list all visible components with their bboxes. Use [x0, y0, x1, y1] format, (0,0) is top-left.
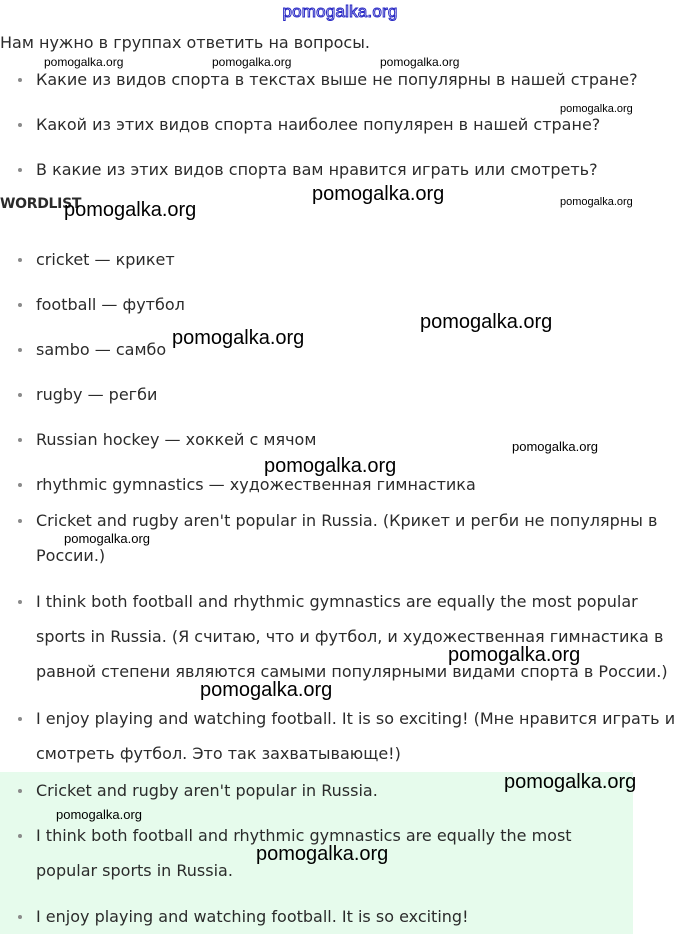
- answer-text: Cricket and rugby aren't popular in Russia. (Крикет и регби не популярны в России.): [36, 511, 658, 565]
- bullet-icon: [18, 303, 22, 307]
- bullet-icon: [18, 123, 22, 127]
- watermark: pomogalka.org: [560, 103, 633, 115]
- answer-text: I enjoy playing and watching football. It is so exciting! (Мне нравится играть и смотреть футбол. Это так захватывающе!): [36, 709, 676, 763]
- wordlist-entry: sambo — самбо: [36, 340, 167, 359]
- wordlist-entry: Russian hockey — хоккей с мячом: [36, 430, 317, 449]
- wordlist-heading: WORDLIST: [0, 196, 82, 212]
- bullet-icon: [18, 78, 22, 82]
- highlighted-answer-text: Cricket and rugby aren't popular in Russia.: [36, 781, 378, 800]
- bullet-icon: [18, 348, 22, 352]
- site-logo[interactable]: pomogalka.org: [282, 2, 398, 21]
- bullet-icon: [18, 519, 22, 523]
- watermark: pomogalka.org: [264, 455, 397, 477]
- watermark: pomogalka.org: [172, 327, 305, 349]
- watermark: pomogalka.org: [56, 807, 142, 822]
- watermark: pomogalka.org: [448, 644, 581, 666]
- question-text: Какой из этих видов спорта наиболее популярен в нашей стране?: [36, 115, 601, 134]
- bullet-icon: [18, 789, 22, 793]
- question-text: Какие из видов спорта в текстах выше не популярны в нашей стране?: [36, 70, 638, 89]
- wordlist-entry: football — футбол: [36, 295, 185, 314]
- task-intro: Нам нужно в группах ответить на вопросы.: [0, 33, 370, 52]
- bullet-icon: [18, 600, 22, 604]
- watermark: pomogalka.org: [200, 679, 333, 701]
- wordlist-entry: rhythmic gymnastics — художественная гимнастика: [36, 475, 476, 494]
- bullet-icon: [18, 438, 22, 442]
- watermark: pomogalka.org: [64, 199, 197, 221]
- bullet-icon: [18, 717, 22, 721]
- wordlist-entry: rugby — регби: [36, 385, 158, 404]
- bullet-icon: [18, 915, 22, 919]
- watermark: pomogalka.org: [512, 439, 598, 454]
- watermark: pomogalka.org: [420, 311, 553, 333]
- highlighted-answer-text: I think both football and rhythmic gymnastics are equally the most popular sports in Russia.: [36, 826, 572, 880]
- watermark: pomogalka.org: [560, 196, 633, 208]
- bullet-icon: [18, 258, 22, 262]
- watermark: pomogalka.org: [380, 55, 460, 69]
- watermark: pomogalka.org: [64, 531, 150, 546]
- wordlist-entry: cricket — крикет: [36, 250, 175, 269]
- watermark: pomogalka.org: [256, 843, 389, 865]
- watermark: pomogalka.org: [504, 771, 637, 793]
- answer-text: I think both football and rhythmic gymnastics are equally the most popular sports in Russia. (Я считаю, что и футбол, и художественная гимнастика в равной степени являются самыми популярными видами спорта в России.): [36, 592, 668, 681]
- bullet-icon: [18, 483, 22, 487]
- watermark: pomogalka.org: [212, 55, 292, 69]
- bullet-icon: [18, 168, 22, 172]
- bullet-icon: [18, 393, 22, 397]
- question-text: В какие из этих видов спорта вам нравится играть или смотреть?: [36, 160, 598, 179]
- highlighted-answer-text: I enjoy playing and watching football. It is so exciting!: [36, 907, 469, 926]
- bullet-icon: [18, 834, 22, 838]
- watermark: pomogalka.org: [312, 183, 445, 205]
- watermark: pomogalka.org: [44, 55, 124, 69]
